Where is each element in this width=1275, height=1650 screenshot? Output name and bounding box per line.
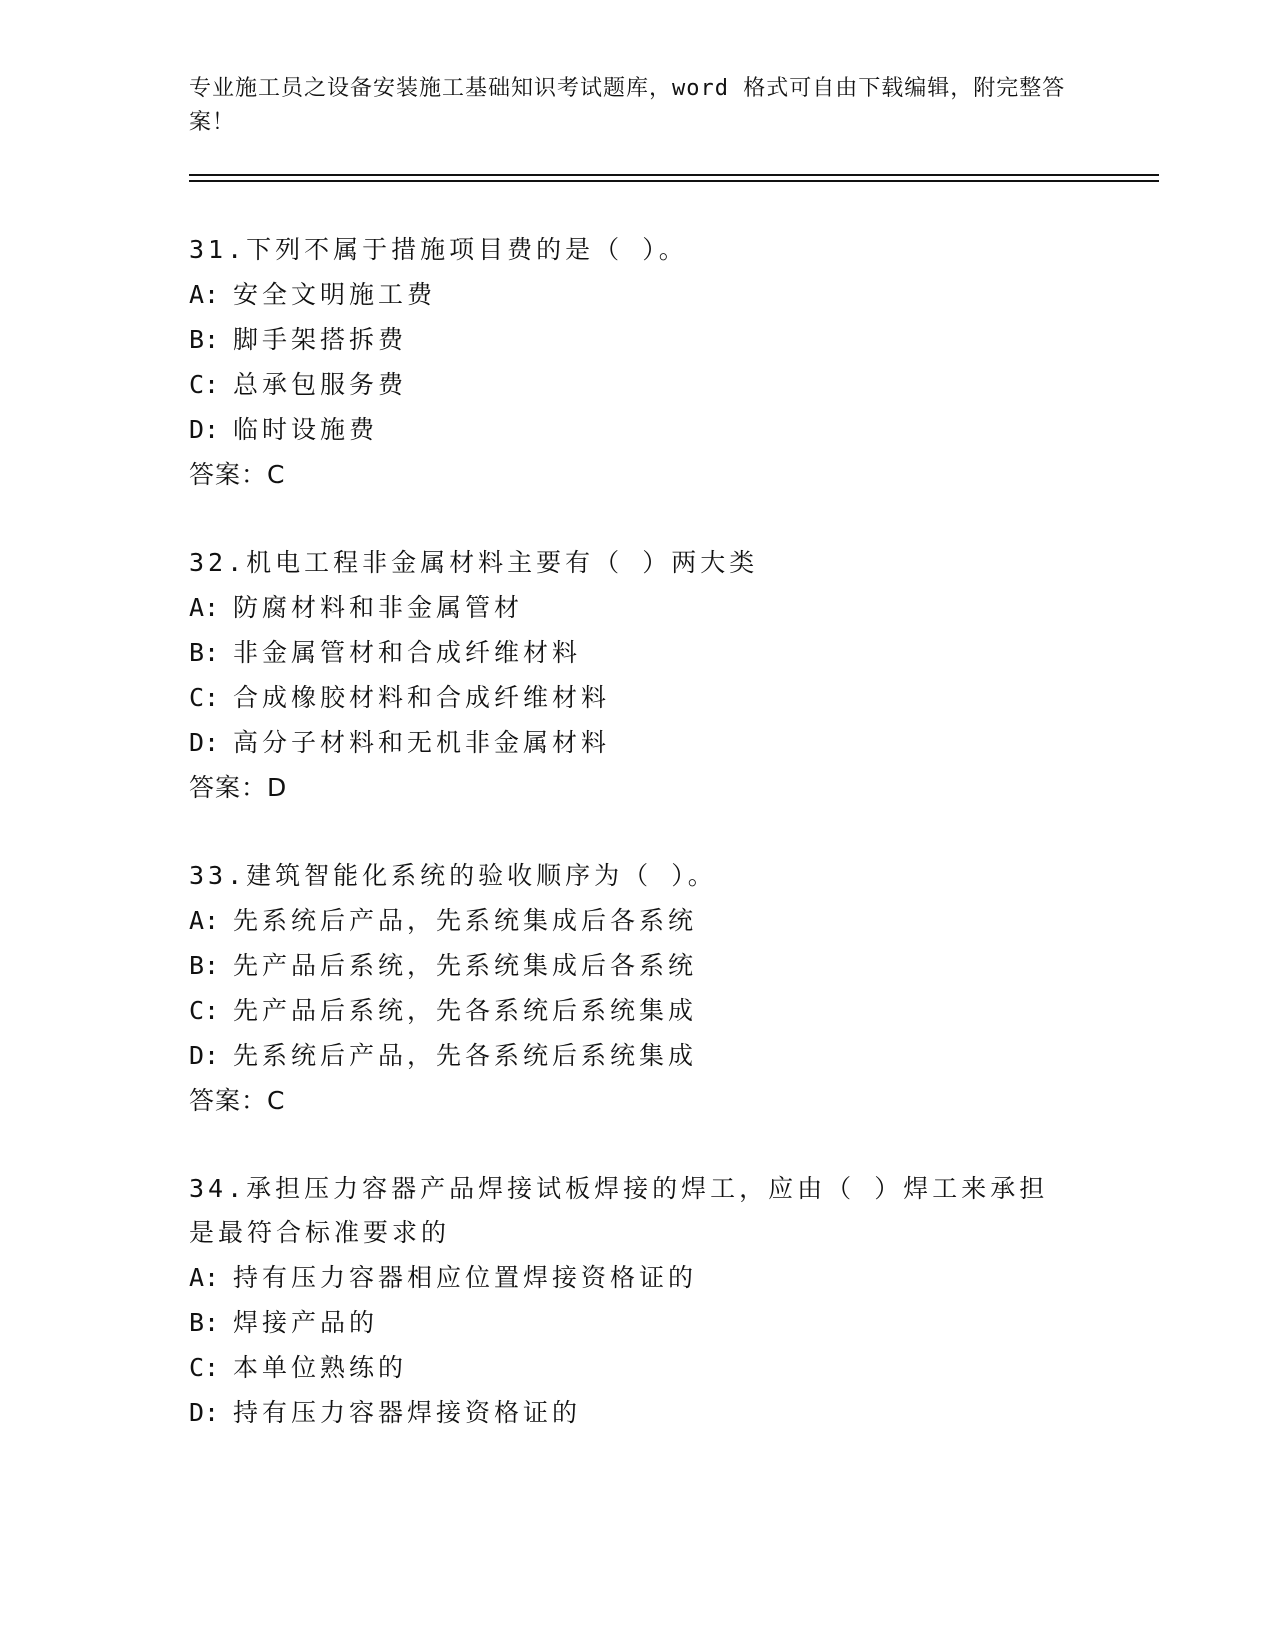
option-text: 本单位熟练的 bbox=[233, 1353, 408, 1382]
option-key: B: bbox=[189, 951, 220, 980]
option-text: 防腐材料和非金属管材 bbox=[233, 593, 524, 622]
option-b bbox=[189, 1300, 1149, 1345]
option-d bbox=[189, 1033, 1149, 1078]
option-d bbox=[189, 720, 1149, 765]
option-text: 持有压力容器焊接资格证的 bbox=[233, 1398, 582, 1427]
option-key: C: bbox=[189, 683, 220, 712]
question-33 bbox=[189, 854, 1149, 1123]
question-31 bbox=[189, 228, 1149, 497]
option-text: 高分子材料和无机非金属材料 bbox=[233, 728, 611, 757]
option-text: 先产品后系统，先各系统后系统集成 bbox=[233, 996, 698, 1025]
document-header: 专业施工员之设备安装施工基础知识考试题库，word 格式可自由下载编辑，附完整答案！ bbox=[189, 76, 1066, 135]
question-34 bbox=[189, 1167, 1149, 1435]
question-stem: 34.承担压力容器产品焊接试板焊接的焊工，应由（ ）焊工来承担是最符合标准要求的 bbox=[189, 1174, 1049, 1247]
option-b bbox=[189, 943, 1149, 988]
option-key: D: bbox=[189, 415, 220, 444]
option-key: B: bbox=[189, 1308, 220, 1337]
option-b bbox=[189, 630, 1149, 675]
option-text: 焊接产品的 bbox=[233, 1308, 379, 1337]
option-text: 总承包服务费 bbox=[233, 370, 408, 399]
option-key: A: bbox=[189, 280, 220, 309]
option-key: C: bbox=[189, 370, 220, 399]
option-d bbox=[189, 1390, 1149, 1435]
question-32 bbox=[189, 541, 1149, 810]
option-key: D: bbox=[189, 728, 220, 757]
option-key: D: bbox=[189, 1398, 220, 1427]
option-key: A: bbox=[189, 906, 220, 935]
option-text: 安全文明施工费 bbox=[233, 280, 437, 309]
answer: 答案：C bbox=[189, 1086, 286, 1115]
option-key: D: bbox=[189, 1041, 220, 1070]
question-stem: 32.机电工程非金属材料主要有（ ）两大类 bbox=[189, 548, 759, 577]
option-key: B: bbox=[189, 325, 220, 354]
option-d bbox=[189, 407, 1149, 452]
option-key: C: bbox=[189, 996, 220, 1025]
option-text: 合成橡胶材料和合成纤维材料 bbox=[233, 683, 611, 712]
option-text: 临时设施费 bbox=[233, 415, 379, 444]
option-c bbox=[189, 988, 1149, 1033]
option-key: B: bbox=[189, 638, 220, 667]
option-text: 非金属管材和合成纤维材料 bbox=[233, 638, 582, 667]
answer: 答案：D bbox=[189, 773, 288, 802]
option-text: 脚手架搭拆费 bbox=[233, 325, 408, 354]
option-a bbox=[189, 272, 1149, 317]
option-b bbox=[189, 317, 1149, 362]
option-text: 先产品后系统，先系统集成后各系统 bbox=[233, 951, 698, 980]
question-stem: 33.建筑智能化系统的验收顺序为（ ）。 bbox=[189, 861, 717, 890]
question-list bbox=[189, 228, 1149, 1435]
option-a bbox=[189, 898, 1149, 943]
option-c bbox=[189, 1345, 1149, 1390]
option-key: A: bbox=[189, 1263, 220, 1292]
header-double-rule bbox=[189, 174, 1159, 182]
option-text: 先系统后产品，先系统集成后各系统 bbox=[233, 906, 698, 935]
option-key: A: bbox=[189, 593, 220, 622]
option-c bbox=[189, 675, 1149, 720]
option-a bbox=[189, 585, 1149, 630]
option-c bbox=[189, 362, 1149, 407]
option-text: 先系统后产品，先各系统后系统集成 bbox=[233, 1041, 698, 1070]
option-a bbox=[189, 1255, 1149, 1300]
option-text: 持有压力容器相应位置焊接资格证的 bbox=[233, 1263, 698, 1292]
document-page bbox=[189, 72, 1149, 1479]
question-stem: 31.下列不属于措施项目费的是（ ）。 bbox=[189, 235, 688, 264]
option-key: C: bbox=[189, 1353, 220, 1382]
answer: 答案：C bbox=[189, 460, 286, 489]
